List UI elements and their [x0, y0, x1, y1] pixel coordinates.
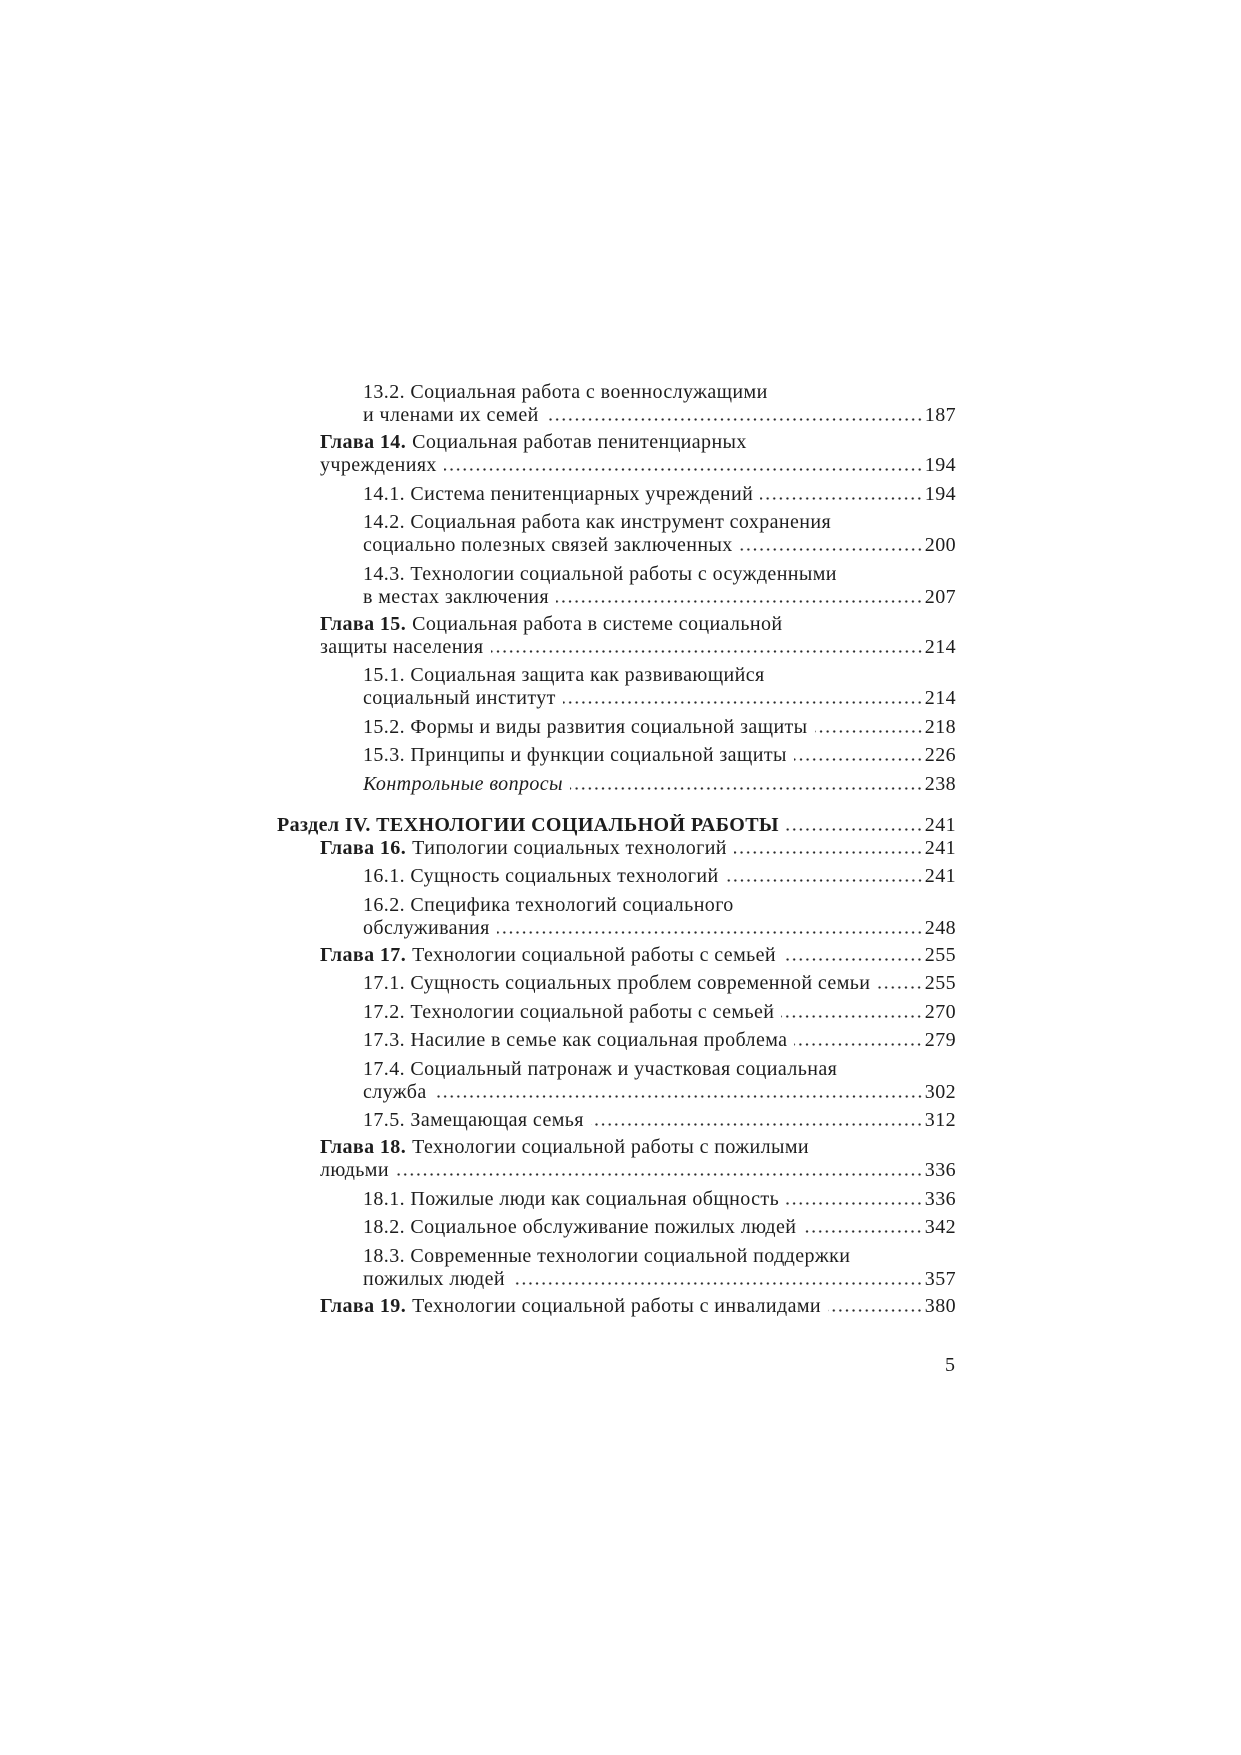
entry-line-with-page — [363, 917, 956, 940]
entry-title-text: Социальная работа в системе социальной — [412, 612, 783, 635]
entry-title-text: 16.2. Специфика технологий социального — [363, 893, 734, 916]
entry-line-with-page — [363, 404, 956, 427]
entry-line-with-page — [363, 972, 956, 995]
page-ref: 241 — [924, 836, 956, 859]
entry-title-text: Контрольные вопросы — [363, 772, 563, 795]
entry-title-text: обслуживания — [363, 916, 490, 939]
entry-line — [320, 613, 956, 636]
entry-text — [363, 1109, 584, 1132]
entry-text — [363, 1216, 796, 1239]
entry-title-text: 16.1. Сущность социальных технологий — [363, 865, 719, 887]
entry-title-text: защиты населения — [320, 635, 484, 658]
page-ref: 207 — [924, 585, 956, 608]
subsection-entry — [277, 1109, 956, 1132]
entry-line-with-page — [320, 636, 956, 659]
dot-leader — [512, 1282, 923, 1285]
subsection-entry — [277, 381, 956, 427]
chapter-entry — [277, 944, 956, 967]
review-questions-entry — [277, 773, 956, 796]
entry-title-text: 17.2. Технологии социальной работы с семьей — [363, 1000, 775, 1023]
entry-text — [363, 865, 719, 888]
subsection-entry — [277, 865, 956, 888]
entry-title-text: Технологии социальной работы с инвалидами — [412, 1294, 822, 1317]
entry-line — [363, 381, 956, 404]
chapter-entry — [277, 837, 956, 860]
dot-leader — [726, 879, 923, 882]
entry-title-text: 14.2. Социальная работа как инструмент сохранения — [363, 511, 832, 533]
page-ref: 241 — [924, 813, 956, 836]
entry-line-with-page — [277, 814, 956, 837]
subsection-entry — [277, 664, 956, 710]
dot-leader — [570, 787, 923, 790]
subsection-entry — [277, 972, 956, 995]
page-ref: 194 — [924, 454, 956, 476]
table-of-contents — [277, 381, 956, 1318]
dot-leader — [783, 958, 923, 961]
entry-text — [363, 483, 753, 506]
dot-leader — [786, 1202, 923, 1205]
chapter-label: Глава 16. — [320, 836, 407, 859]
entry-line — [363, 1058, 956, 1081]
entry-line-with-page — [320, 1295, 956, 1318]
entry-title-text: и членами их семей — [363, 404, 539, 426]
entry-text — [363, 894, 734, 916]
entry-line — [363, 511, 956, 534]
entry-title-text: Раздел IV. ТЕХНОЛОГИИ СОЦИАЛЬНОЙ РАБОТЫ — [277, 813, 779, 836]
entry-title-text: социально полезных связей заключенных — [363, 534, 733, 556]
dot-leader — [740, 548, 923, 551]
page-ref: 194 — [924, 482, 956, 505]
dot-leader — [591, 1123, 923, 1126]
entry-text — [363, 687, 556, 710]
page-ref: 357 — [924, 1267, 956, 1290]
dot-leader — [815, 730, 923, 733]
chapter-entry — [277, 613, 956, 659]
page-ref: 200 — [924, 534, 956, 556]
dot-leader — [734, 851, 923, 854]
entry-text — [363, 404, 539, 427]
dot-leader — [794, 1043, 922, 1046]
page-ref: 302 — [924, 1080, 956, 1103]
dot-leader — [563, 701, 923, 704]
page-ref: 248 — [924, 916, 956, 939]
entry-text — [320, 636, 484, 659]
entry-line — [363, 563, 956, 586]
subsection-entry — [277, 894, 956, 940]
chapter-label: Глава 19. — [320, 1294, 407, 1317]
entry-title-text: 15.1. Социальная защита как развивающийся — [363, 664, 765, 686]
chapter-label: Глава 18. — [320, 1136, 407, 1158]
subsection-entry — [277, 511, 956, 557]
entry-text — [320, 431, 747, 453]
entry-line-with-page — [363, 1216, 956, 1239]
chapter-entry — [277, 1136, 956, 1182]
entry-title-text: 17.5. Замещающая семья — [363, 1109, 584, 1131]
entry-text — [320, 944, 776, 967]
entry-title-text: 17.1. Сущность социальных проблем современной семьи — [363, 972, 871, 994]
page-ref: 218 — [924, 715, 956, 738]
entry-line-with-page — [320, 1159, 956, 1182]
page-ref: 336 — [924, 1187, 956, 1210]
entry-text — [363, 917, 490, 940]
dot-leader — [760, 497, 923, 500]
subsection-entry — [277, 1188, 956, 1211]
entry-text — [320, 454, 437, 477]
dot-leader — [556, 600, 923, 603]
entry-line-with-page — [363, 1188, 956, 1211]
entry-title-text: 18.2. Социальное обслуживание пожилых людей — [363, 1216, 797, 1238]
entry-text — [320, 837, 727, 860]
page-number: 5 — [945, 1354, 955, 1376]
page-ref: 312 — [924, 1109, 956, 1131]
entry-title-text: 18.3. Современные технологии социальной поддержки — [363, 1244, 851, 1267]
entry-text — [363, 586, 549, 609]
entry-line-with-page — [363, 586, 956, 609]
page-ref: 187 — [924, 404, 956, 426]
entry-text — [363, 534, 733, 557]
entry-line-with-page — [363, 483, 956, 506]
entry-title-text: людьми — [320, 1159, 389, 1181]
entry-text — [363, 511, 831, 533]
subsection-entry — [277, 1029, 956, 1052]
entry-title-text: служба — [363, 1080, 427, 1103]
entry-title-text: Технологии социальной работы с пожилыми — [412, 1136, 809, 1158]
section-entry — [277, 814, 956, 837]
dot-leader — [444, 468, 923, 471]
page-ref: 214 — [924, 635, 956, 658]
page-ref: 241 — [924, 865, 956, 887]
dot-leader — [434, 1095, 923, 1098]
entry-title-text: Типологии социальных технологий — [412, 836, 727, 859]
chapter-entry — [277, 431, 956, 477]
dot-leader — [828, 1309, 923, 1312]
entry-line-with-page — [363, 773, 956, 796]
subsection-entry — [277, 744, 956, 767]
entry-title-text: 13.2. Социальная работа с военнослужащими — [363, 381, 768, 403]
entry-line-with-page — [363, 1109, 956, 1132]
entry-title-text: 14.3. Технологии социальной работы с осужденными — [363, 562, 837, 585]
entry-text — [320, 1136, 809, 1158]
dot-leader — [803, 1230, 922, 1233]
page-ref: 238 — [924, 772, 956, 795]
subsection-entry — [277, 716, 956, 739]
entry-title-text: в местах заключения — [363, 585, 550, 608]
entry-text — [320, 613, 783, 635]
entry-line-with-page — [363, 1001, 956, 1024]
chapter-entry — [277, 1295, 956, 1318]
page-ref: 214 — [924, 687, 956, 709]
dot-leader — [497, 931, 923, 934]
dot-leader — [786, 828, 923, 831]
entry-text — [363, 1001, 774, 1024]
dot-leader — [396, 1173, 923, 1176]
entry-title-text: 15.2. Формы и виды развития социальной защиты — [363, 715, 808, 738]
page-ref: 226 — [924, 744, 956, 766]
page-ref: 380 — [924, 1294, 956, 1317]
entry-text — [363, 1188, 779, 1211]
subsection-entry — [277, 483, 956, 506]
chapter-label: Глава 14. — [320, 431, 407, 453]
entry-text — [277, 814, 779, 837]
page-ref: 270 — [924, 1000, 956, 1023]
entry-line — [363, 664, 956, 687]
subsection-entry — [277, 1058, 956, 1104]
entry-title-text: пожилых людей — [363, 1267, 506, 1290]
entry-line — [363, 1245, 956, 1268]
entry-text — [363, 716, 808, 739]
dot-leader — [546, 418, 923, 421]
entry-line-with-page — [363, 687, 956, 710]
entry-title-text: 18.1. Пожилые люди как социальная общность — [363, 1187, 780, 1210]
entry-title-text: 14.1. Система пенитенциарных учреждений — [363, 482, 754, 505]
entry-line-with-page — [363, 716, 956, 739]
entry-text — [363, 773, 563, 796]
subsection-entry — [277, 563, 956, 609]
entry-text — [363, 744, 787, 767]
entry-title-text: социальный институт — [363, 687, 556, 709]
subsection-entry — [277, 1245, 956, 1291]
entry-line-with-page — [363, 865, 956, 888]
entry-line — [320, 1136, 956, 1159]
entry-text — [363, 1058, 837, 1080]
entry-line-with-page — [363, 744, 956, 767]
page-ref: 255 — [924, 972, 956, 994]
entry-line-with-page — [363, 534, 956, 557]
page-ref: 279 — [924, 1029, 956, 1051]
entry-line-with-page — [363, 1268, 956, 1291]
chapter-label: Глава 15. — [320, 612, 407, 635]
chapter-label: Глава 17. — [320, 943, 407, 966]
entry-text — [363, 563, 837, 585]
entry-line-with-page — [320, 944, 956, 967]
dot-leader — [794, 758, 923, 761]
dot-leader — [877, 986, 922, 989]
entry-text — [363, 972, 870, 995]
entry-text — [363, 1029, 787, 1052]
entry-text — [363, 1268, 505, 1291]
entry-text — [363, 664, 765, 686]
page-ref: 255 — [924, 943, 956, 966]
entry-text — [320, 1295, 821, 1318]
page-ref: 342 — [924, 1216, 956, 1238]
subsection-entry — [277, 1001, 956, 1024]
entry-text — [320, 1159, 389, 1182]
entry-title-text: 17.4. Социальный патронаж и участковая социальная — [363, 1057, 838, 1080]
dot-leader — [781, 1015, 922, 1018]
entry-line — [363, 894, 956, 917]
entry-line-with-page — [320, 454, 956, 477]
entry-text — [363, 1245, 850, 1267]
entry-title-text: 17.3. Насилие в семье как социальная проблема — [363, 1029, 788, 1051]
subsection-entry — [277, 1216, 956, 1239]
entry-line-with-page — [363, 1081, 956, 1104]
entry-line-with-page — [363, 1029, 956, 1052]
entry-line-with-page — [320, 837, 956, 860]
entry-title-text: Социальная работав пенитенциарных — [412, 431, 747, 453]
dot-leader — [491, 650, 923, 653]
entry-text — [363, 381, 768, 403]
entry-title-text: учреждениях — [320, 454, 437, 476]
entry-line — [320, 431, 956, 454]
entry-title-text: 15.3. Принципы и функции социальной защиты — [363, 744, 787, 766]
entry-text — [363, 1081, 427, 1104]
entry-title-text: Технологии социальной работы с семьей — [412, 943, 777, 966]
page-ref: 336 — [924, 1159, 956, 1181]
